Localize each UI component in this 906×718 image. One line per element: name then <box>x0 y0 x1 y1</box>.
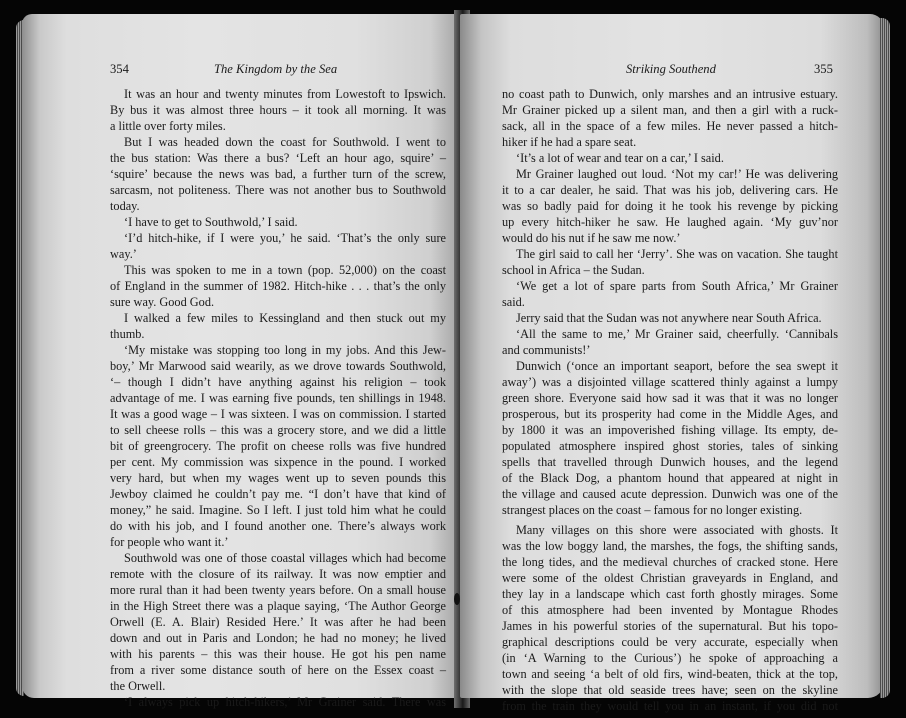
text-line: This was spoken to me in a town (pop. 52,000) on the coast <box>124 263 446 277</box>
left-running-head: The Kingdom by the Sea <box>214 62 338 76</box>
text-line: with the slope that old seaside trees have; seen on the skyline <box>502 683 838 697</box>
right-page <box>460 14 884 713</box>
right-page-text <box>502 86 838 714</box>
text-line: bit of greengrocery. The profit on cheese rolls was five hundred <box>110 439 446 453</box>
text-line: strangest places on the coast – famous for no longer existing. <box>502 503 803 517</box>
text-line: Jerry said that the Sudan was not anywhere near South Africa. <box>516 311 822 325</box>
left-page-text <box>110 86 446 710</box>
text-line: ‘We get a lot of spare parts from South Africa,’ Mr Grainer <box>516 279 838 293</box>
text-line: it to a car dealer, he said. That was his job, delivering cars. He <box>502 183 838 197</box>
text-line: money,” he said. Imagine. So I left. I just told him what he could <box>110 503 446 517</box>
text-line: sack, all in the space of a few miles. He never passed a hitch- <box>502 119 838 133</box>
text-line: populated atmosphere inspired ghost stories, tales of sinking <box>502 439 838 453</box>
text-line: It was a good wage – I was sixteen. I was on commission. I started <box>110 407 446 421</box>
text-line: of England in the summer of 1982. Hitch-hike . . . that’s the only <box>110 279 446 293</box>
text-line: remote with the closure of its railway. It was now emptier and <box>110 567 446 581</box>
text-line: for people who want it.’ <box>110 535 229 549</box>
text-line: would do his nut if he saw me now.’ <box>502 231 681 245</box>
text-line: green shore. Everyone said how sad it was that it was no longer <box>502 391 838 405</box>
text-line: ‘squire’ because the news was bad, a further turn of the screw, <box>110 167 446 181</box>
text-line: Southwold was one of those coastal villages which had become <box>124 551 446 565</box>
text-line: The girl said to call her ‘Jerry’. She was on vacation. She taught <box>516 247 838 261</box>
text-line: Jewboy claimed he couldn’t pay me. “I don’t have that kind of <box>110 487 446 501</box>
text-line: Dunwich (‘once an important seaport, before the sea swept it <box>516 359 838 373</box>
text-line: way.’ <box>110 247 137 261</box>
text-line: up every hitch-hiker he saw. He laughed again. ‘My guv’nor <box>502 215 838 229</box>
ink-blot <box>454 593 460 605</box>
text-line: ‘I always pick up hitch-hikers,’ Mr Grainer said. There was <box>124 695 446 709</box>
text-line: hiker if he had a spare seat. <box>502 135 637 149</box>
text-line: in the High Street there was a plaque saying, ‘The Author George <box>110 599 446 613</box>
text-line: sure way. Good God. <box>110 295 215 309</box>
text-line: do with his job, and I found another one. There’s always work <box>110 519 446 533</box>
text-line: from a river some distance south of here on the Essex coast – <box>110 663 446 677</box>
text-line: school in Africa – the Sudan. <box>502 263 645 277</box>
text-line: thumb. <box>110 327 145 341</box>
text-line: per cent. My commission was sixpence in the pound. I worked <box>110 455 446 469</box>
left-page-number: 354 <box>110 62 129 76</box>
text-line: Mr Grainer picked up a silent man, and then a girl with a ruck- <box>502 103 838 117</box>
text-line: ‘All the same to me,’ Mr Grainer said, cheerfully. ‘Cannibals <box>516 327 838 341</box>
text-line: Many villages on this shore were associated with ghosts. It <box>516 523 838 537</box>
text-line: I walked a few miles to Kessingland and then stuck out my <box>124 311 446 325</box>
left-page <box>22 14 466 709</box>
text-line: Orwell (E. A. Blair) Resided Here.’ It was after he had been <box>110 615 446 629</box>
text-line: with his parents – this was their house. He got his pen name <box>110 647 446 661</box>
text-line: (in ‘A Warning to the Curious’) he spoke of approaching a <box>502 651 838 665</box>
text-line: they lay in a landscape which cast forth ghostly mirages. Some <box>502 587 838 601</box>
text-line: were some of the oldest Christian graveyards in England, and <box>502 571 838 585</box>
text-line: to sell cheese rolls – this was a grocery store, and we did a little <box>110 423 446 437</box>
text-line: ‘– though I didn’t have anything against his religion – took <box>110 375 446 389</box>
text-line: the Orwell. <box>110 679 166 693</box>
text-line: James in his powerful stories of the supernatural. But his topo- <box>502 619 838 633</box>
text-line: town and seeing ‘a belt of old firs, wind-beaten, thick at the top, <box>502 667 838 681</box>
text-line: ‘I have to get to Southwold,’ I said. <box>124 215 298 229</box>
text-line: ‘My mistake was stopping too long in my jobs. And this Jew- <box>124 343 446 357</box>
text-line: and communists!’ <box>502 343 591 357</box>
text-line: a little over forty miles. <box>110 119 226 133</box>
text-line: today. <box>110 199 140 213</box>
text-line: But I was headed down the coast for Southwold. I went to <box>124 135 446 149</box>
text-line: ‘I’d hitch-hike, if I were you,’ he said. ‘That’s the only sure <box>124 231 446 245</box>
text-line: boy,’ Mr Marwood said wearily, as we drove towards Southwold, <box>110 359 446 373</box>
text-line: was the low boggy land, the marshes, the fogs, the shifting sands, <box>502 539 838 553</box>
text-line: of the Black Dog, a phantom hound that appeared at night in <box>502 471 838 485</box>
text-line: graphical descriptions could be very accurate, especially when <box>502 635 838 649</box>
text-line: away’) was a disjointed village scattered thinly against a lumpy <box>502 375 838 389</box>
right-page-number: 355 <box>814 62 833 76</box>
text-line: down and out in Paris and London; he had no money; he lived <box>110 631 446 645</box>
text-line: was so badly paid for doing it he took his revenge by picking <box>502 199 838 213</box>
text-line: from the train they would tell you in an instant, if you did not <box>502 699 838 713</box>
right-running-head: Striking Southend <box>626 62 716 76</box>
page-edges-right <box>880 18 890 698</box>
text-line: very hard, but when my wages went up to seven pounds this <box>110 471 446 485</box>
text-line: by 1800 it was an impoverished fishing village. Its empty, de- <box>502 423 838 437</box>
text-line: spells that travelled through Dunwich houses, and the legend <box>502 455 838 469</box>
text-line: no coast path to Dunwich, only marshes and an intrusive estuary. <box>502 87 838 101</box>
open-book <box>8 10 898 713</box>
text-line: sarcasm, not politeness. There was not another bus to Southwold <box>110 183 446 197</box>
text-line: advantage of me. I was earning five pounds, ten shillings in 1948. <box>110 391 446 405</box>
text-line: more rural than it had been twenty years before. On a small house <box>110 583 446 597</box>
text-line: the bus station: Was there a bus? ‘Left an hour ago, squire’ – <box>110 151 446 165</box>
text-line: By bus it was almost three hours – it took all morning. It was <box>110 103 446 117</box>
text-line: the long tides, and the medieval churches of cracked stone. Here <box>502 555 838 569</box>
text-line: It was an hour and twenty minutes from Lowestoft to Ipswich. <box>124 87 446 101</box>
text-line: ‘It’s a lot of wear and tear on a car,’ I said. <box>516 151 724 165</box>
text-line: of this atmosphere had been invented by Montague Rhodes <box>502 603 838 617</box>
text-line: Mr Grainer laughed out loud. ‘Not my car!’ He was delivering <box>516 167 838 181</box>
text-line: the village and caused acute depression. Dunwich was one of the <box>502 487 838 501</box>
text-line: prosperous, but its prosperity had come in the Middle Ages, and <box>502 407 838 421</box>
text-line: said. <box>502 295 525 309</box>
